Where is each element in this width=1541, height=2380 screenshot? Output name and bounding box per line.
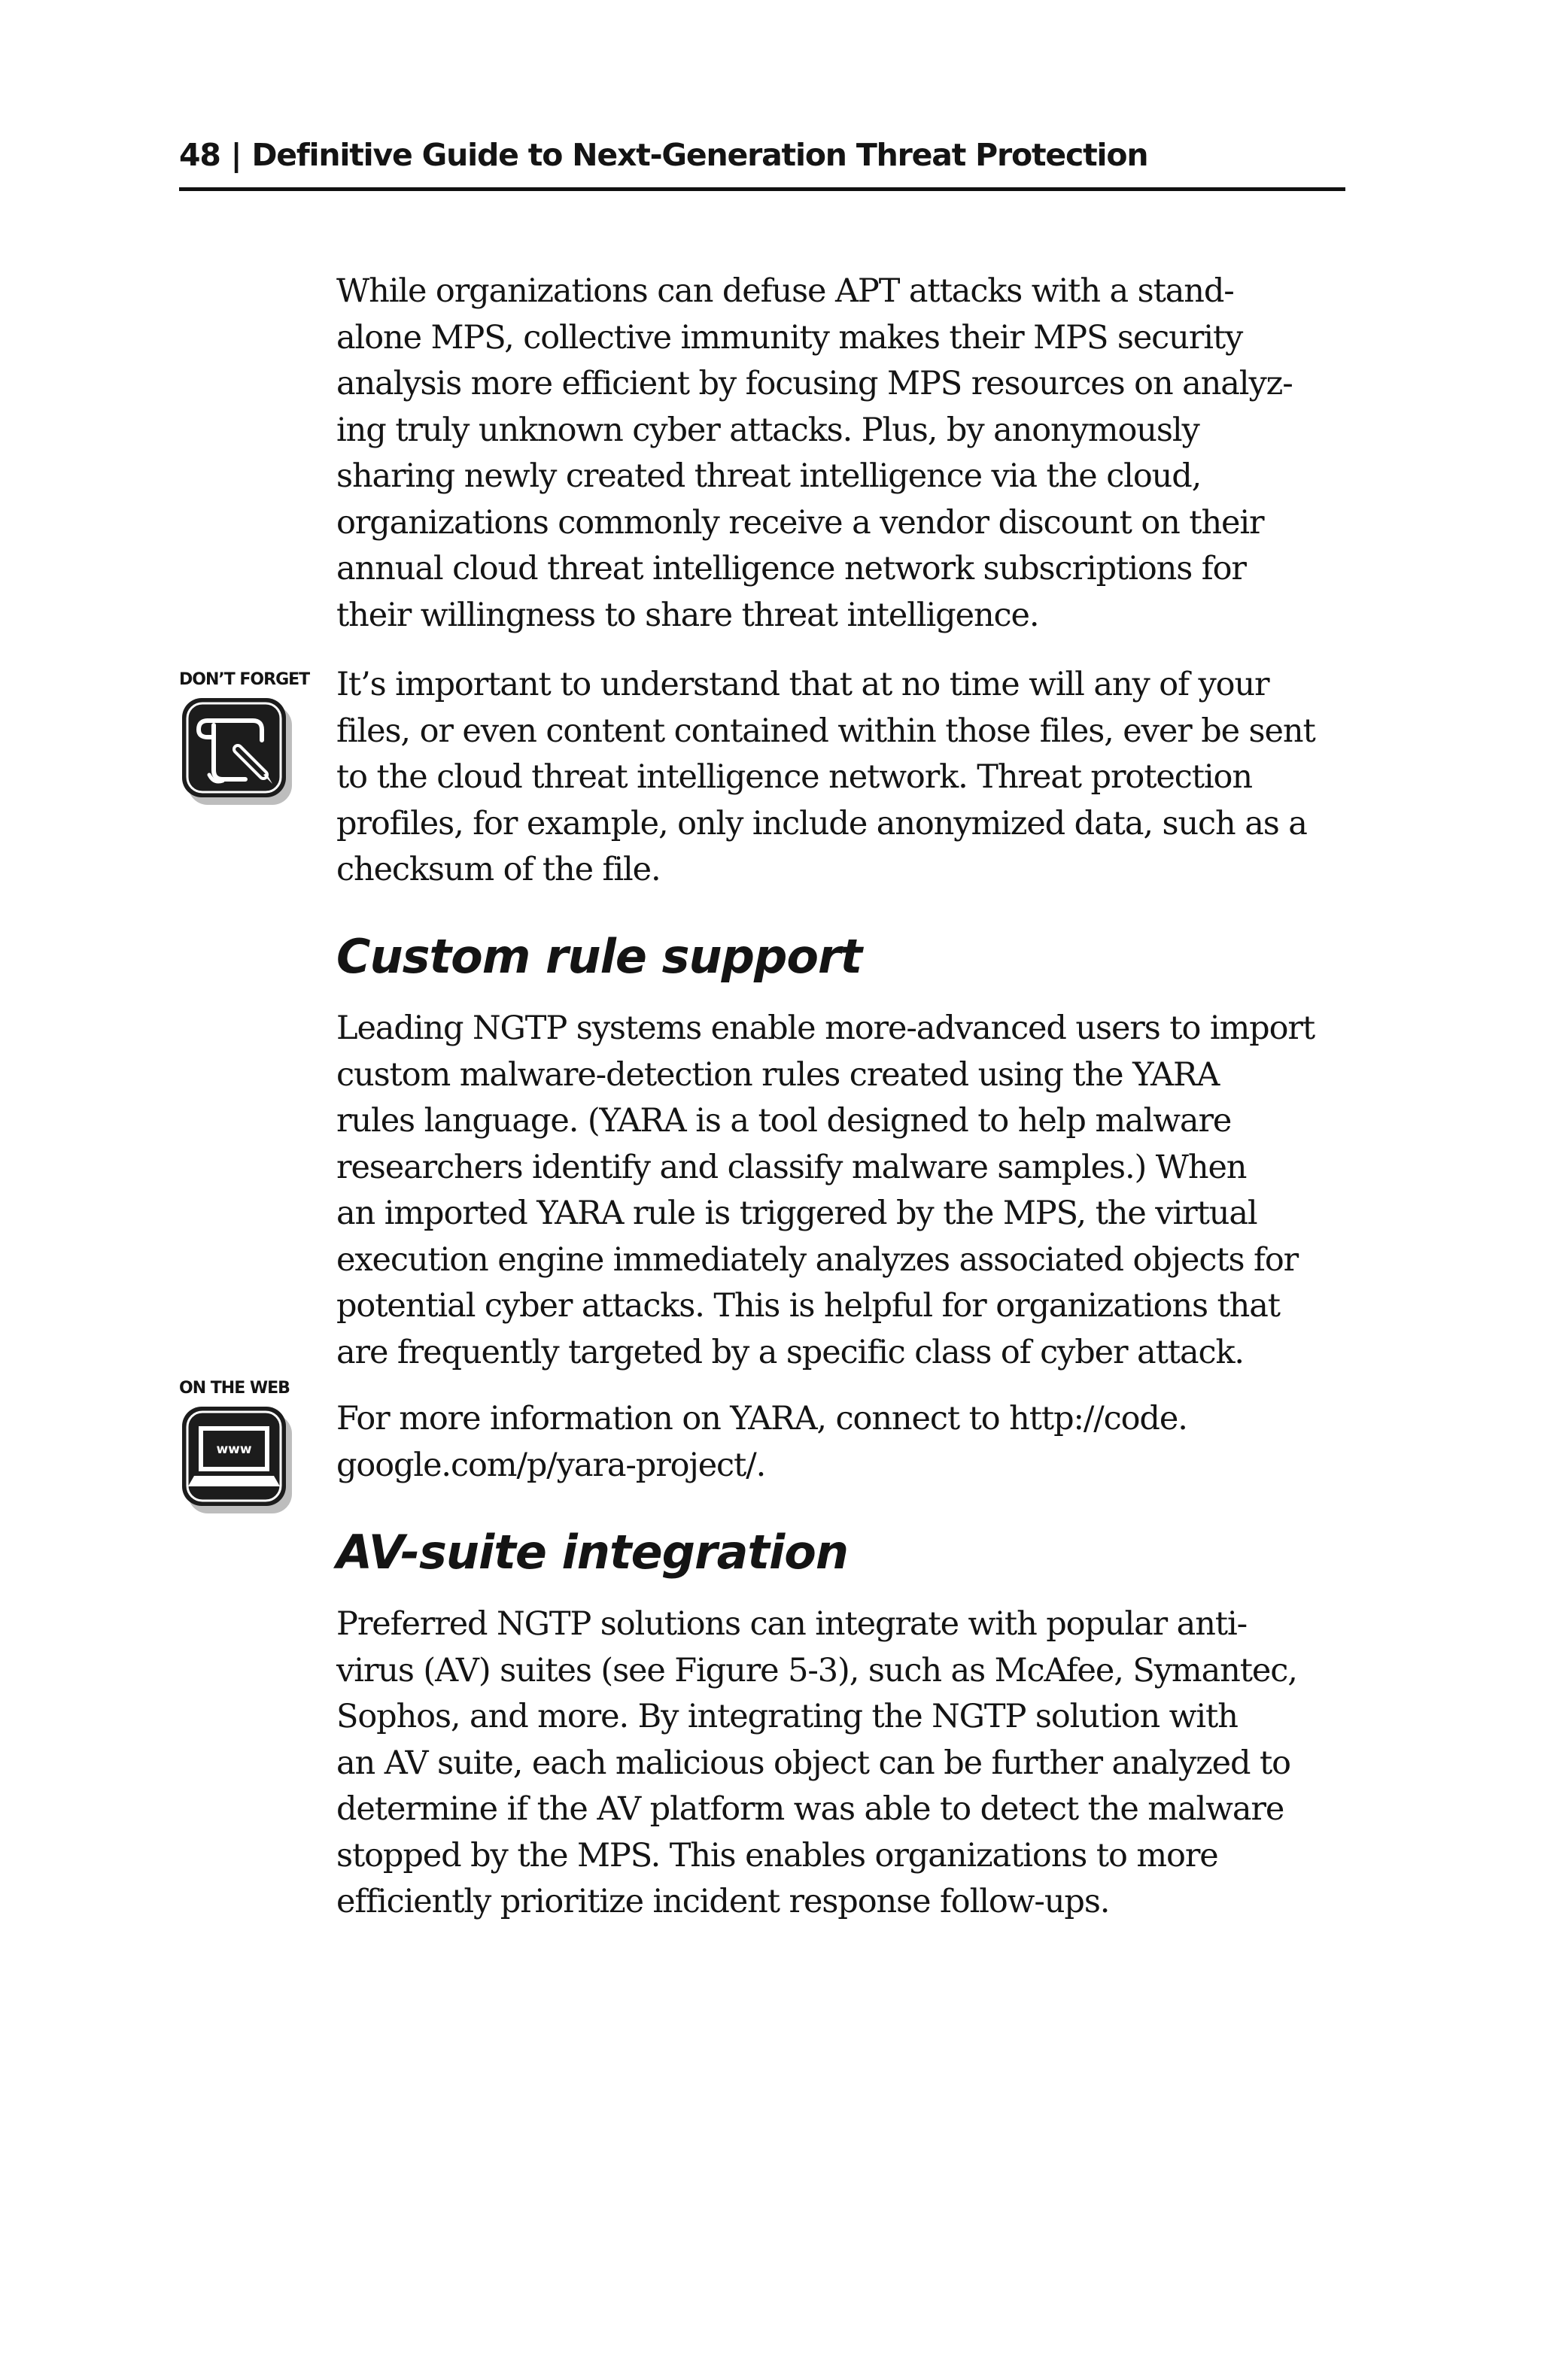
text-line: determine if the AV platform was able to detect the malware: [336, 1790, 1284, 1828]
text-line: files, or even content contained within those files, ever be sent: [336, 712, 1315, 750]
text-line: For more information on YARA, connect to http://code.: [336, 1400, 1187, 1437]
text-line: efficiently prioritize incident response follow-ups.: [336, 1883, 1110, 1920]
text-line: an AV suite, each malicious object can be further analyzed to: [336, 1744, 1290, 1782]
text-line: Leading NGTP systems enable more-advanced users to import: [336, 1009, 1315, 1047]
text-line: potential cyber attacks. This is helpful for organizations that: [336, 1287, 1280, 1325]
text-line: profiles, for example, only include anonymized data, such as a: [336, 804, 1307, 842]
paragraph-collective-immunity: [336, 269, 1352, 639]
dont-forget-callout: [179, 669, 310, 808]
text-line: stopped by the MPS. This enables organizations to more: [336, 1836, 1218, 1875]
heading-custom-rule-support: Custom rule support: [336, 929, 862, 984]
text-line: virus (AV) suites (see Figure 5-3), such as McAfee, Symantec,: [336, 1651, 1297, 1689]
running-head: [179, 132, 1345, 191]
text-line: are frequently targeted by a specific class of cyber attack.: [336, 1333, 1244, 1371]
text-line: Sophos, and more. By integrating the NGTP solution with: [336, 1698, 1238, 1735]
paragraph-yara-link: [336, 1396, 1352, 1489]
www-screen-text: www: [216, 1442, 252, 1457]
paragraph-custom-rules: [336, 1006, 1352, 1376]
heading-av-suite-integration: AV-suite integration: [336, 1525, 849, 1580]
page-number: 48: [179, 137, 220, 173]
text-line: their willingness to share threat intelligence.: [336, 596, 1039, 634]
text-line: rules language. (YARA is a tool designed to help malware: [336, 1102, 1232, 1140]
text-line: google.com/p/yara-project/.: [336, 1446, 766, 1484]
text-line: alone MPS, collective immunity makes their MPS security: [336, 318, 1243, 357]
text-line: custom malware-detection rules created using the YARA: [336, 1055, 1220, 1094]
dont-forget-label: DON’T FORGET: [179, 670, 310, 689]
paragraph-no-files-sent: [336, 662, 1352, 894]
scroll-and-pen-icon: [179, 695, 295, 808]
text-line: ing truly unknown cyber attacks. Plus, by anonymously: [336, 411, 1199, 449]
text-line: an imported YARA rule is triggered by the MPS, the virtual: [336, 1195, 1257, 1232]
text-line: It’s important to understand that at no time will any of your: [336, 666, 1269, 703]
text-line: annual cloud threat intelligence network subscriptions for: [336, 550, 1246, 587]
running-head-separator: |: [230, 137, 242, 173]
text-line: analysis more efficient by focusing MPS resources on analyz-: [336, 365, 1293, 402]
text-line: execution engine immediately analyzes associated objects for: [336, 1240, 1299, 1279]
text-line: While organizations can defuse APT attacks with a stand-: [336, 272, 1234, 310]
text-line: researchers identify and classify malware samples.) When: [336, 1148, 1247, 1186]
paragraph-av-integration: [336, 1601, 1352, 1926]
text-line: sharing newly created threat intelligence via the cloud,: [336, 457, 1202, 495]
book-title: Definitive Guide to Next-Generation Threat Protection: [251, 137, 1148, 173]
text-line: to the cloud threat intelligence network. Threat protection: [336, 758, 1252, 796]
on-the-web-label: ON THE WEB: [179, 1379, 290, 1398]
text-line: organizations commonly receive a vendor discount on their: [336, 503, 1264, 542]
text-line: checksum of the file.: [336, 851, 661, 888]
text-line: Preferred NGTP solutions can integrate with popular anti-: [336, 1605, 1248, 1643]
laptop-www-icon: [179, 1404, 295, 1516]
on-the-web-callout: [179, 1378, 299, 1516]
